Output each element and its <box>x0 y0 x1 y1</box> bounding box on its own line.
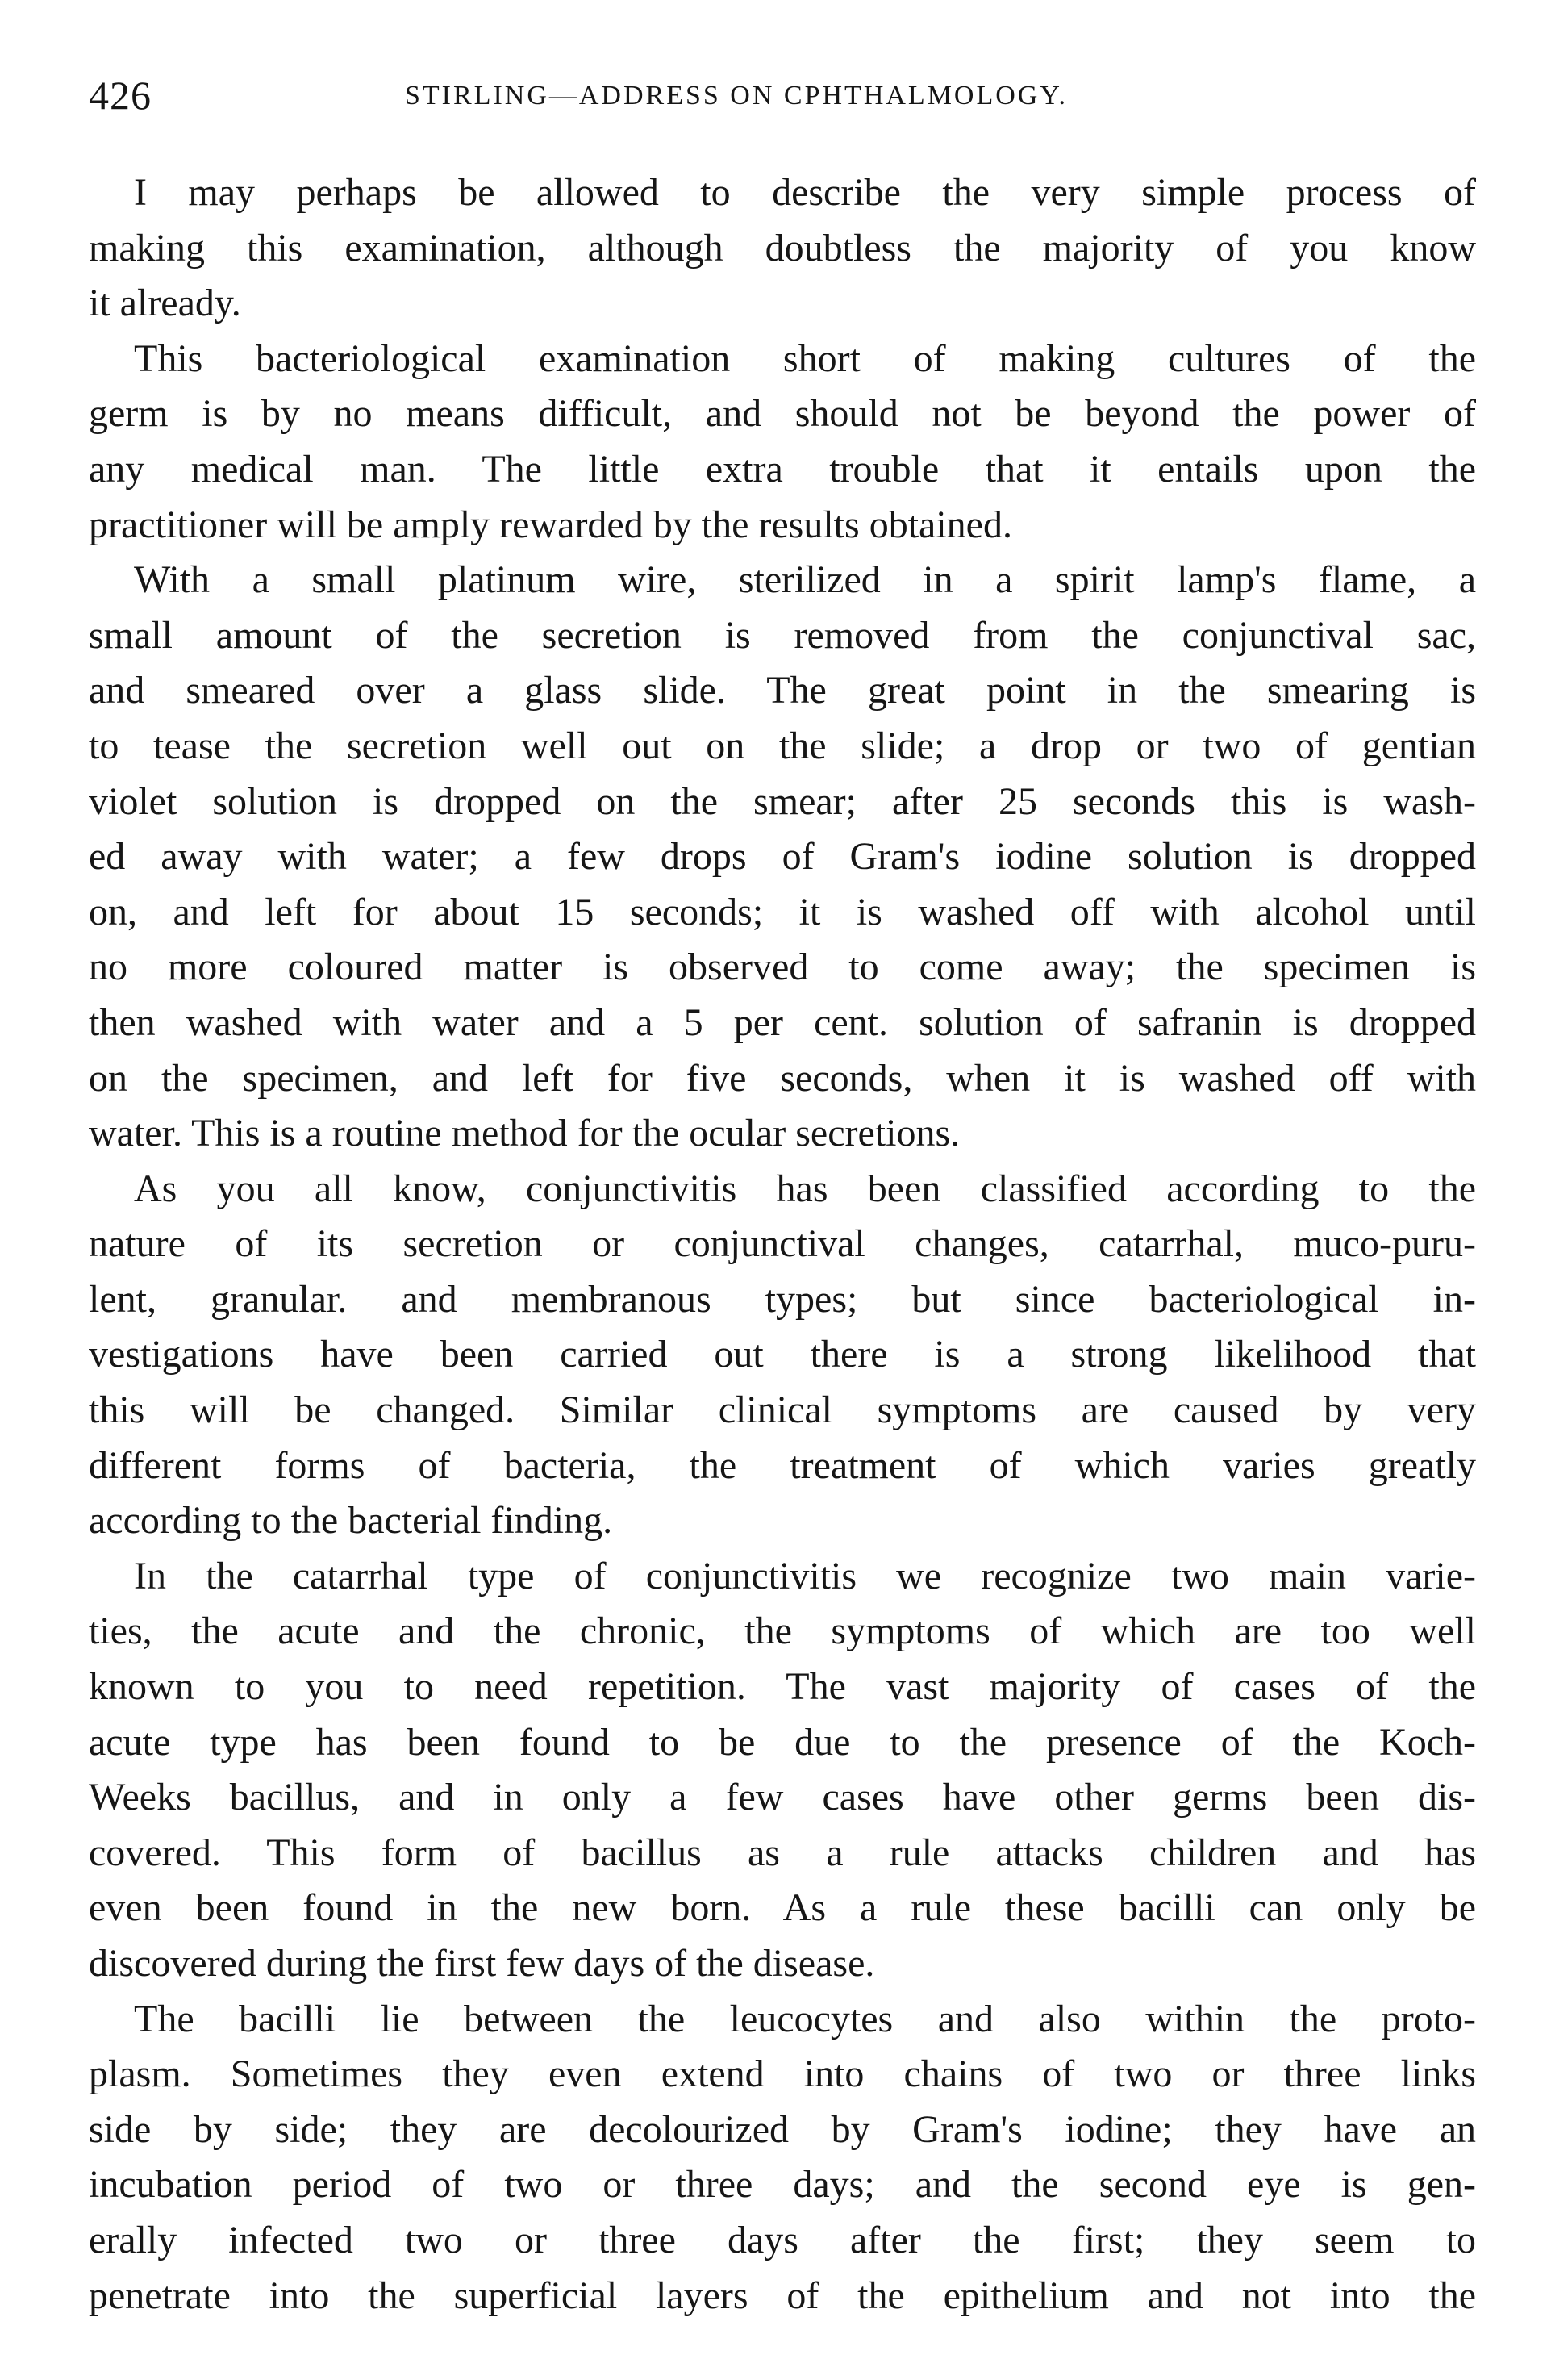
text-line: covered. This form of bacillus as a rule attacks children and has <box>89 1831 1476 1874</box>
text-line: it already. <box>89 282 241 325</box>
text-line: ties, the acute and the chronic, the symptoms of which are too well <box>89 1610 1476 1653</box>
text-line: making this examination, although doubtless the majority of you know <box>89 226 1476 269</box>
running-head <box>89 71 1476 119</box>
text-line: plasm. Sometimes they even extend into chains of two or three links <box>89 2052 1476 2096</box>
text-line: discovered during the first few days of the disease. <box>89 1942 875 1985</box>
text-line: according to the bacterial finding. <box>89 1499 613 1543</box>
text-line: vestigations have been carried out there is a strong likelihood that <box>89 1333 1476 1376</box>
text-line: even been found in the new born. As a rule these bacilli can only be <box>89 1886 1476 1930</box>
text-line: With a small platinum wire, sterilized in a spirit lamp's flame, a <box>134 558 1476 602</box>
text-line: As you all know, conjunctivitis has been classified according to the <box>134 1167 1476 1210</box>
text-line: side by side; they are decolourized by Gram's iodine; they have an <box>89 2107 1476 2151</box>
text-line: lent, granular. and membranous types; but since bacteriological in- <box>89 1277 1476 1321</box>
text-line: In the catarrhal type of conjunctivitis we recognize two main varie- <box>134 1554 1476 1597</box>
text-line: on the specimen, and left for five seconds, when it is washed off with <box>89 1056 1476 1100</box>
text-line: penetrate into the superficial layers of the epithelium and not into the <box>89 2274 1476 2317</box>
text-line: erally infected two or three days after the first; they seem to <box>89 2218 1476 2261</box>
text-line: water. This is a routine method for the ocular secretions. <box>89 1112 961 1155</box>
body-text <box>89 165 1476 2324</box>
text-line: germ is by no means difficult, and should not be beyond the power of <box>89 392 1476 436</box>
text-line: different forms of bacteria, the treatment of which varies greatly <box>89 1443 1476 1487</box>
text-line: small amount of the secretion is removed from the conjunctival sac, <box>89 613 1476 657</box>
text-line: to tease the secretion well out on the slide; a drop or two of gentian <box>89 724 1476 767</box>
text-line: I may perhaps be allowed to describe the very simple process of <box>134 171 1476 214</box>
text-line: then washed with water and a 5 per cent. solution of safranin is dropped <box>89 1000 1476 1044</box>
text-line: this will be changed. Similar clinical symptoms are caused by very <box>89 1388 1476 1432</box>
text-line: incubation period of two or three days; and the second eye is gen- <box>89 2163 1476 2207</box>
text-line: Weeks bacillus, and in only a few cases have other germs been dis- <box>89 1776 1476 1819</box>
text-line: ed away with water; a few drops of Gram's iodine solution is dropped <box>89 835 1476 879</box>
text-line: known to you to need repetition. The vast majority of cases of the <box>89 1665 1476 1709</box>
text-line: and smeared over a glass slide. The great point in the smearing is <box>89 669 1476 712</box>
page-number: 426 <box>89 73 152 118</box>
text-line: any medical man. The little extra trouble that it entails upon the <box>89 447 1476 491</box>
text-line: on, and left for about 15 seconds; it is washed off with alcohol until <box>89 890 1476 933</box>
running-title: STIRLING—ADDRESS ON CPHTHALMOLOGY. <box>405 81 1069 111</box>
text-line: practitioner will be amply rewarded by the results obtained. <box>89 503 1012 546</box>
text-line: The bacilli lie between the leucocytes and also within the proto- <box>134 1997 1476 2040</box>
text-line: This bacteriological examination short of making cultures of the <box>134 336 1476 380</box>
text-line: violet solution is dropped on the smear; after 25 seconds this is wash- <box>89 779 1476 823</box>
text-line: acute type has been found to be due to the presence of the Koch- <box>89 1720 1476 1764</box>
text-line: no more coloured matter is observed to come away; the specimen is <box>89 946 1476 989</box>
text-line: nature of its secretion or conjunctival changes, catarrhal, muco-puru- <box>89 1222 1476 1266</box>
